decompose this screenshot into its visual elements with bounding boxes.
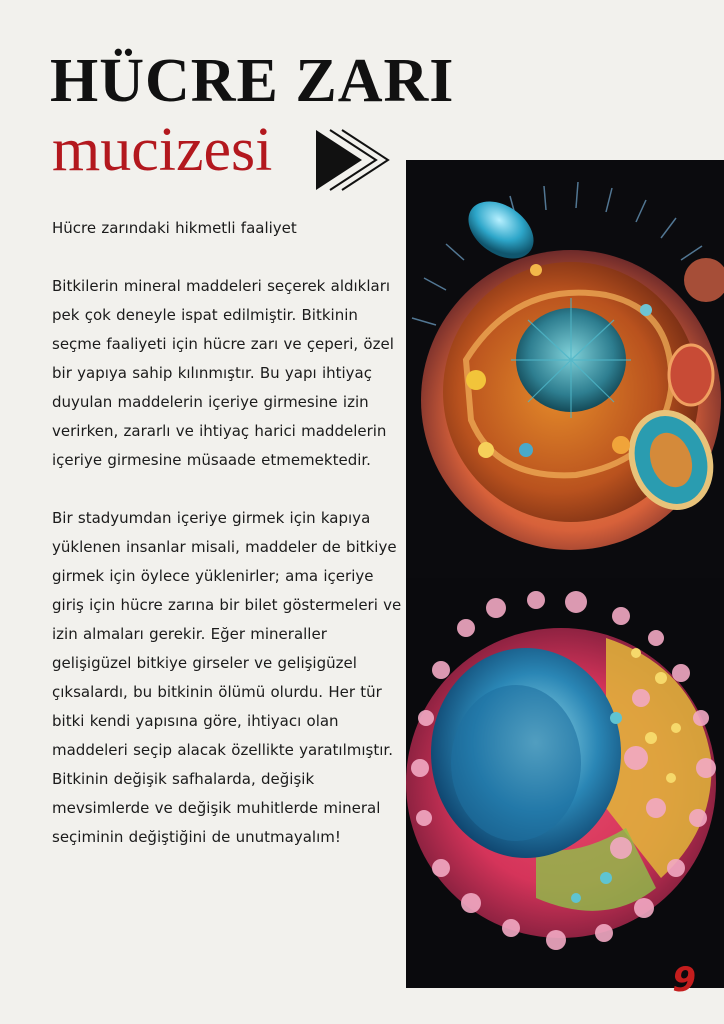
page-subtitle: mucizesi [52, 116, 273, 184]
article-paragraph: Bitkilerin mineral maddeleri seçerek aldıkları pek çok deneyle ispat edilmiştir. Bitkinin seçme faaliyeti için hücre zarı ve çeperi, özel bir yapıya sahip kılınmıştır. Bu yapı ihtiyaç duyulan maddelerin içeriye girmesine izin verirken, zararlı ve ihtiyaç harici maddelerin içeriye girmesine müsaade etmemektedir. [52, 277, 394, 469]
article-heading: Hücre zarındaki hikmetli faaliyet [52, 219, 297, 237]
article-paragraph: Bir stadyumdan içeriye girmek için kapıya yüklenen insanlar misali, maddeler de bitkiye girmek için öylece yüklenirler; ama içeriye giriş için hücre zarına bir bilet göstermeleri ve izin almaları gerekir. Eğer mineraller gelişigüzel bitkiye girseler ve gelişigüzel çıksalardı, bu bitkinin ölümü olurdu. Her tür bitki kendi yapısına göre, ihtiyacı olan maddeleri seçip alacak özellikte yaratılmıştır. Bitkinin değişik safhalarda, değişik mevsimlerde ve değişik muhitlerde mineral seçiminin değiştiğini de unutmayalım! [52, 509, 402, 846]
cell-illustration-multicolor [406, 578, 724, 988]
image-panel [406, 160, 724, 988]
article-body [52, 214, 402, 852]
page-title: HÜCRE ZARI [50, 47, 455, 115]
triple-arrow-icon [314, 128, 390, 192]
cell-illustration-orange [406, 160, 724, 578]
page-number: 9 [672, 960, 696, 1000]
